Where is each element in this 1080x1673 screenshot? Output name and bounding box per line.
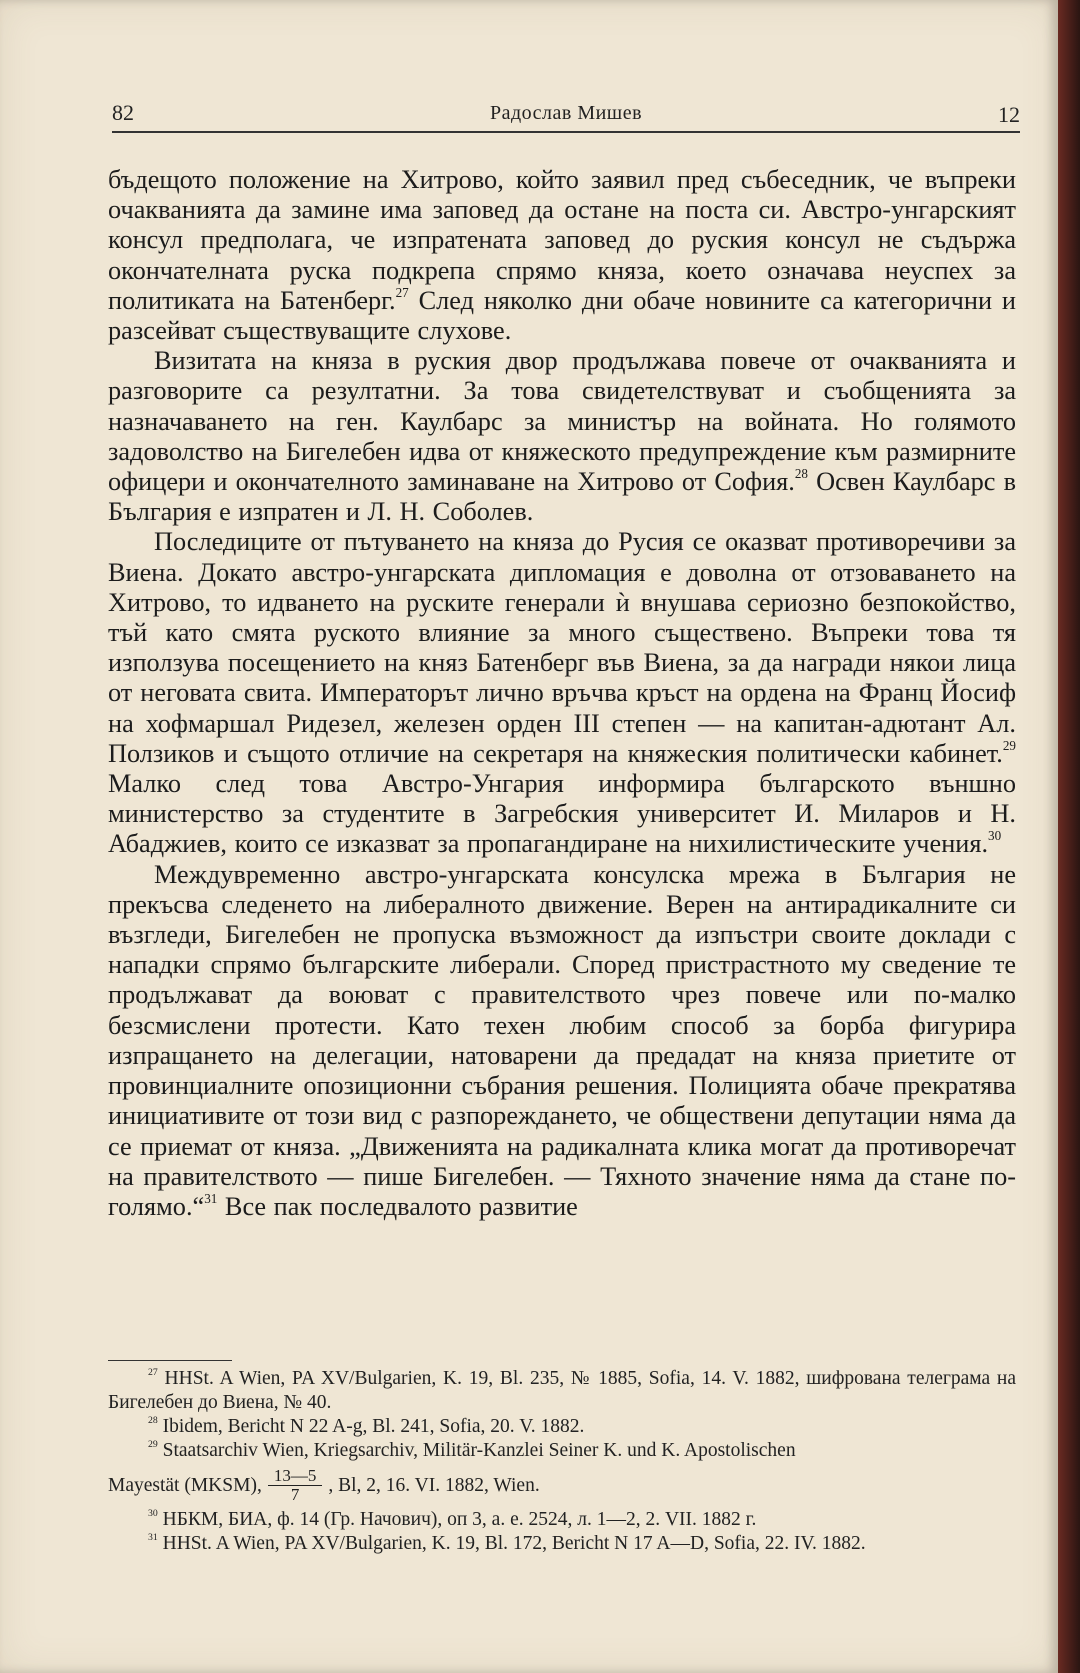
page-number: 82 <box>112 100 134 125</box>
book-spine <box>1058 0 1080 1673</box>
footnote: $^{30}$ НБКМ, БИА, ф. 14 (Гр. Начович), оп 3, а. е. 2524, л. 1—2, 2. VII. 1882 г. <box>148 1508 757 1530</box>
paragraph: Междувременно австро-унгарската консулска мрежа в България не прекъсва следенето на либералното движение. Верен на антирадикалните си възгледи, Бигелебен не пропуска възможност да изпъстри своите доклади с нападки спрямо българските либерали. Според пристрастното му сведение те продължават да воюват с правителството чрез повече или по-малко безсмислени протести. Като техен любим способ за борба фигурира изпращането на делегации, натоварени да предадат на княза приетите от провинциалните опозиционни събрания решения. Полицията обаче прекратява инициативите от този вид с разпореждането, че обществени депутации няма да се приемат от княза. „Движенията на радикалната клика могат да противоречат на правителството — пише Бигелебен. — Тяхното значение няма да стане по-голямо.“$^{31}$ Все пак последвалото развитие <box>108 859 1016 1221</box>
fraction: $\frac{13—5}{7}$ <box>268 1467 323 1504</box>
footnote-rule <box>108 1360 232 1361</box>
section-number: 12 <box>998 102 1020 127</box>
paragraph: бъдещото положение на Хитрово, който заявил пред събеседник, че въпреки очакванията да замине има заповед да остане на поста си. Австро-унгарският консул предполага, че изпратената заповед до руския консул не съдържа окончателната руска подкрепа спрямо княза, което означава неуспех за политиката на Батенберг.$^{27}$ След няколко дни обаче новините са категорични и разсейват съществуващите слухове. <box>108 165 1016 346</box>
footnote: $^{28}$ Ibidem, Bericht N 22 A-g, Bl. 241, Sofia, 20. V. 1882. <box>148 1415 585 1437</box>
footnotes <box>108 1367 1016 1556</box>
footnote-ref: 30 <box>988 828 1002 844</box>
paragraph: Последиците от пътуването на княза до Русия се оказват противоречиви за Виена. Докато австро-унгарската дипломация е доволна от отзоваването на Хитрово, то идването на руските генерали ѝ внушава сериозно безпокойство, тъй като смята руското влияние за много съществено. Въпреки това тя използува посещението на княз Батенберг във Виена, за да награди някои лица от неговата свита. Императорът лично връчва кръст на ордена на Франц Йосиф на хофмаршал Ридезел, железен орден III степен — на капитан-адютант Ал. Ползиков и същото отличие на секретаря на княжеския политически кабинет.$^{29}$ Малко след това Австро-Унгария информира българското външно министерство за студентите в Загребския университет И. Миларов и Н. Абаджиев, които се изказват за пропагандиране на нихилистическите учения.$^{30}$ <box>108 527 1016 859</box>
running-author: Радослав Мишев <box>489 102 643 124</box>
footnote-ref: 27 <box>395 284 409 300</box>
footnote-ref: 28 <box>794 466 808 482</box>
footnote-ref: 29 <box>1002 738 1016 754</box>
footnote: $^{31}$ HHSt. A Wien, PA XV/Bulgarien, K. 19, Bl. 172, Bericht N 17 A—D, Sofia, 22. IV. 1882. <box>148 1532 866 1554</box>
footnote: $^{29}$ Staatsarchiv Wien, Kriegsarchiv, Militär-Kanzlei Seiner K. und K. Apostolischen <box>148 1439 796 1461</box>
footnote: $^{27}$ HHSt. A Wien, PA XV/Bulgarien, K. 19, Bl. 235, № 1885, Sofia, 14. V. 1882, шифрована телеграма на Бигелебен до Виена, № 40. <box>108 1367 1017 1413</box>
main-text <box>108 165 1016 1222</box>
paragraph: Визитата на княза в руския двор продължава повече от очакванията и разговорите са резултатни. За това свидетелствуват и съобщенията за назначаването на ген. Каулбарс за министър на войната. Но голямото задоволство на Бигелебен идва от княжеското предупреждение към размирните офицери и окончателното заминаване на Хитрово от София.$^{28}$ Освен Каулбарс в България е изпратен и Л. Н. Соболев. <box>108 346 1017 527</box>
footnote-ref: 31 <box>204 1191 218 1207</box>
header-rule <box>112 131 1020 133</box>
footnote-continuation: Mayestät (MKSM), $\frac{13—5}{7}$ , Bl, 2, 16. VI. 1882, Wien. <box>108 1466 540 1504</box>
